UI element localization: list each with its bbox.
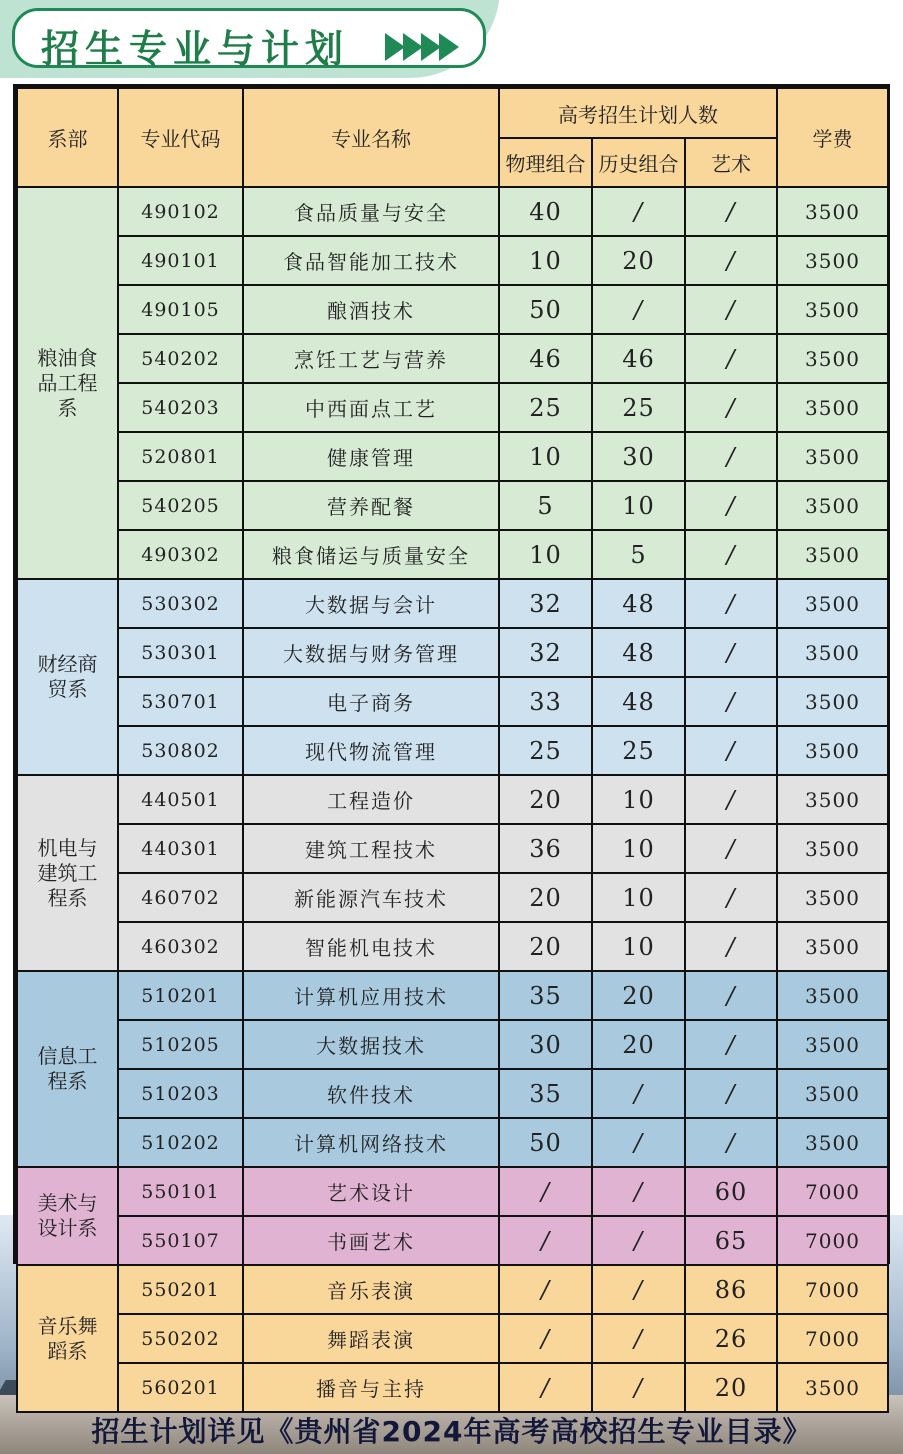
major-name-cell: 电子商务 [243,677,499,726]
table-row [17,481,888,530]
table-row [17,873,888,922]
art-count-cell: / [685,775,777,824]
major-code-cell: 560201 [118,1363,243,1412]
dept-line: 机电与 [37,835,98,860]
dept-line: 建筑工 [37,860,98,885]
art-count-cell: 86 [685,1265,777,1314]
header-art: 艺术 [685,138,777,187]
major-code-cell: 490101 [118,236,243,285]
major-code-cell: 530302 [118,579,243,628]
history-count-cell: 46 [592,334,685,383]
art-count-cell: / [685,824,777,873]
major-name-cell: 烹饪工艺与营养 [243,334,499,383]
table-row [17,1069,888,1118]
table-row [17,530,888,579]
major-name-cell: 工程造价 [243,775,499,824]
history-count-cell: / [592,1069,685,1118]
art-count-cell: 26 [685,1314,777,1363]
history-count-cell: 25 [592,726,685,775]
major-name-cell: 大数据与会计 [243,579,499,628]
history-count-cell: 5 [592,530,685,579]
tuition-cell: 3500 [777,383,888,432]
major-code-cell: 490302 [118,530,243,579]
major-code-cell: 510201 [118,971,243,1020]
table-row [17,628,888,677]
table-row [17,824,888,873]
tuition-cell: 3500 [777,334,888,383]
physics-count-cell: 5 [499,481,592,530]
tuition-cell: 3500 [777,481,888,530]
table-row [17,579,888,628]
physics-count-cell: 46 [499,334,592,383]
major-code-cell: 490105 [118,285,243,334]
table-row [17,187,888,236]
physics-count-cell: 50 [499,285,592,334]
table-row [17,334,888,383]
tuition-cell: 3500 [777,1118,888,1167]
major-code-cell: 540202 [118,334,243,383]
art-count-cell: / [685,285,777,334]
header-history: 历史组合 [592,138,685,187]
history-count-cell: 10 [592,481,685,530]
tuition-cell: 3500 [777,579,888,628]
header-dept: 系部 [17,88,118,187]
table-row [17,1265,888,1314]
major-code-cell: 550201 [118,1265,243,1314]
major-code-cell: 510205 [118,1020,243,1069]
physics-count-cell: 20 [499,873,592,922]
header-code: 专业代码 [118,88,243,187]
history-count-cell: 10 [592,775,685,824]
tuition-cell: 7000 [777,1314,888,1363]
physics-count-cell: / [499,1363,592,1412]
tuition-cell: 3500 [777,677,888,726]
major-code-cell: 510202 [118,1118,243,1167]
dept-line: 粮油食 [37,345,98,370]
history-count-cell: / [592,285,685,334]
major-name-cell: 粮食储运与质量安全 [243,530,499,579]
history-count-cell: 20 [592,971,685,1020]
major-code-cell: 440501 [118,775,243,824]
physics-count-cell: 10 [499,236,592,285]
physics-count-cell: / [499,1167,592,1216]
tuition-cell: 3500 [777,432,888,481]
art-count-cell: / [685,432,777,481]
major-code-cell: 530802 [118,726,243,775]
header-plan: 高考招生计划人数 [499,88,777,138]
major-name-cell: 中西面点工艺 [243,383,499,432]
art-count-cell: / [685,383,777,432]
art-count-cell: / [685,873,777,922]
major-name-cell: 食品质量与安全 [243,187,499,236]
major-code-cell: 440301 [118,824,243,873]
major-name-cell: 酿酒技术 [243,285,499,334]
art-count-cell: / [685,1118,777,1167]
dept-line: 程系 [47,885,88,910]
table-row [17,726,888,775]
art-count-cell: 65 [685,1216,777,1265]
footer-note: 招生计划详见《贵州省2024年高考高校招生专业目录》 [91,1415,812,1448]
major-name-cell: 软件技术 [243,1069,499,1118]
physics-count-cell: / [499,1314,592,1363]
dept-line: 信息工 [37,1044,98,1068]
art-count-cell: 60 [685,1167,777,1216]
history-count-cell: 20 [592,236,685,285]
table-row [17,285,888,334]
dept-line: 程系 [47,1069,88,1093]
tuition-cell: 3500 [777,530,888,579]
major-name-cell: 计算机应用技术 [243,971,499,1020]
major-code-cell: 550101 [118,1167,243,1216]
history-count-cell: 48 [592,628,685,677]
physics-count-cell: 10 [499,530,592,579]
dept-cell [17,1265,118,1412]
major-name-cell: 建筑工程技术 [243,824,499,873]
table-body [17,187,888,1412]
history-count-cell: 10 [592,873,685,922]
physics-count-cell: 40 [499,187,592,236]
header-physics: 物理组合 [499,138,592,187]
tuition-cell: 3500 [777,775,888,824]
art-count-cell: / [685,334,777,383]
tuition-cell: 3500 [777,726,888,775]
art-count-cell: / [685,677,777,726]
major-name-cell: 智能机电技术 [243,922,499,971]
art-count-cell: / [685,530,777,579]
table-row [17,1167,888,1216]
art-count-cell: / [685,922,777,971]
physics-count-cell: 35 [499,1069,592,1118]
major-code-cell: 530701 [118,677,243,726]
table-row [17,1020,888,1069]
table-row [17,922,888,971]
table-row [17,432,888,481]
dept-cell [17,1167,118,1265]
major-code-cell: 540203 [118,383,243,432]
dept-cell [17,579,118,775]
tuition-cell: 7000 [777,1167,888,1216]
table-row [17,383,888,432]
dept-cell [17,775,118,971]
major-name-cell: 健康管理 [243,432,499,481]
physics-count-cell: 20 [499,775,592,824]
art-count-cell: / [685,971,777,1020]
major-name-cell: 营养配餐 [243,481,499,530]
major-code-cell: 550202 [118,1314,243,1363]
tuition-cell: 3500 [777,628,888,677]
table-row [17,1216,888,1265]
art-count-cell: 20 [685,1363,777,1412]
table-row [17,775,888,824]
art-count-cell: / [685,726,777,775]
major-name-cell: 书画艺术 [243,1216,499,1265]
dept-line: 音乐舞 [37,1313,98,1338]
physics-count-cell: 25 [499,726,592,775]
history-count-cell: / [592,1118,685,1167]
history-count-cell: / [592,1167,685,1216]
major-name-cell: 计算机网络技术 [243,1118,499,1167]
history-count-cell: 30 [592,432,685,481]
major-name-cell: 现代物流管理 [243,726,499,775]
arrow-right-icons [385,33,481,63]
major-code-cell: 550107 [118,1216,243,1265]
header-fee: 学费 [777,88,888,187]
physics-count-cell: / [499,1216,592,1265]
physics-count-cell: 20 [499,922,592,971]
physics-count-cell: 50 [499,1118,592,1167]
history-count-cell: 10 [592,922,685,971]
dept-line: 贸系 [47,677,88,701]
major-name-cell: 艺术设计 [243,1167,499,1216]
tuition-cell: 3500 [777,187,888,236]
major-name-cell: 舞蹈表演 [243,1314,499,1363]
history-count-cell: 48 [592,677,685,726]
physics-count-cell: 30 [499,1020,592,1069]
major-code-cell: 460302 [118,922,243,971]
table-row [17,677,888,726]
tuition-cell: 3500 [777,971,888,1020]
history-count-cell: / [592,1363,685,1412]
tuition-cell: 3500 [777,824,888,873]
tuition-cell: 3500 [777,1363,888,1412]
dept-line: 品工程 [37,370,98,395]
tuition-cell: 3500 [777,285,888,334]
tuition-cell: 3500 [777,873,888,922]
major-code-cell: 510203 [118,1069,243,1118]
major-name-cell: 音乐表演 [243,1265,499,1314]
art-count-cell: / [685,481,777,530]
history-count-cell: / [592,1265,685,1314]
physics-count-cell: 33 [499,677,592,726]
history-count-cell: 20 [592,1020,685,1069]
title-banner [12,8,486,71]
history-count-cell: 10 [592,824,685,873]
dept-line: 美术与 [37,1191,98,1215]
page-title: 招生专业与计划 [41,26,350,71]
major-name-cell: 播音与主持 [243,1363,499,1412]
dept-cell [17,971,118,1167]
dept-cell [17,187,118,579]
table-row [17,1363,888,1412]
dept-line: 蹈系 [47,1338,88,1363]
enrollment-table-wrapper [13,84,890,1402]
tuition-cell: 3500 [777,236,888,285]
table-row [17,1118,888,1167]
art-count-cell: / [685,236,777,285]
art-count-cell: / [685,579,777,628]
art-count-cell: / [685,628,777,677]
tuition-cell: 3500 [777,922,888,971]
physics-count-cell: 32 [499,579,592,628]
major-name-cell: 食品智能加工技术 [243,236,499,285]
history-count-cell: / [592,1216,685,1265]
dept-line: 设计系 [37,1216,98,1240]
enrollment-table [16,87,889,1413]
physics-count-cell: 25 [499,383,592,432]
tuition-cell: 7000 [777,1265,888,1314]
art-count-cell: / [685,1069,777,1118]
header-name: 专业名称 [243,88,499,187]
history-count-cell: 25 [592,383,685,432]
dept-line: 系 [57,395,78,420]
art-count-cell: / [685,187,777,236]
major-code-cell: 460702 [118,873,243,922]
major-code-cell: 520801 [118,432,243,481]
history-count-cell: / [592,1314,685,1363]
table-row [17,236,888,285]
major-code-cell: 490102 [118,187,243,236]
major-name-cell: 新能源汽车技术 [243,873,499,922]
major-name-cell: 大数据与财务管理 [243,628,499,677]
physics-count-cell: 35 [499,971,592,1020]
history-count-cell: / [592,187,685,236]
major-name-cell: 大数据技术 [243,1020,499,1069]
physics-count-cell: 32 [499,628,592,677]
physics-count-cell: / [499,1265,592,1314]
tuition-cell: 7000 [777,1216,888,1265]
major-code-cell: 540205 [118,481,243,530]
tuition-cell: 3500 [777,1069,888,1118]
physics-count-cell: 10 [499,432,592,481]
table-row [17,1314,888,1363]
table-row [17,971,888,1020]
major-code-cell: 530301 [118,628,243,677]
tuition-cell: 3500 [777,1020,888,1069]
history-count-cell: 48 [592,579,685,628]
dept-line: 财经商 [37,652,98,676]
physics-count-cell: 36 [499,824,592,873]
art-count-cell: / [685,1020,777,1069]
